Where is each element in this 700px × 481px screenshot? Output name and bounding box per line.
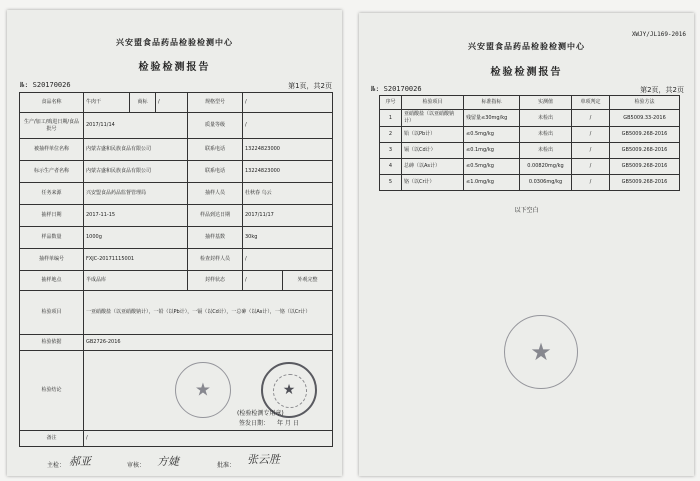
report-number: №: S20170026 <box>371 85 422 93</box>
org-name: 兴安盟食品药品检验检测中心 <box>468 42 585 51</box>
star-icon: ★ <box>194 379 212 401</box>
stamp-caption: (检验检测专用章) <box>237 410 284 417</box>
signature-approve: 张云胜 <box>247 453 280 466</box>
results-table <box>379 95 680 191</box>
org-name: 兴安盟食品药品检验检测中心 <box>116 38 233 47</box>
star-icon: ★ <box>282 382 296 398</box>
table-row: 被抽样单位名称 内蒙古盛和民族食品有限公司 联系电话 13224823000 <box>20 139 333 161</box>
report-number: №: S20170026 <box>20 81 71 89</box>
inspection-stamp-faint <box>504 315 578 389</box>
table-row: 抽样日期 2017-11-15 样品到达日期 2017/11/17 <box>20 205 333 227</box>
table-row: 抽样地点 半成品库 封样状态 / 外观完整 <box>20 271 333 291</box>
table-row: 检验依据 GB2726-2016 <box>20 335 333 351</box>
report-title: 检验检测报告 <box>138 62 211 73</box>
table-row: 5 铬（以Cr计） ≤1.0mg/kg 0.0306mg/kg / GB5009.268-2016 <box>380 175 680 191</box>
table-row: 3 镉（以Cd计） ≤0.1mg/kg 未检出 / GB5009.268-2016 <box>380 143 680 159</box>
page-label: 第2页，共2页 <box>640 86 684 94</box>
table-row: 1 亚硝酸盐（以亚硝酸钠计） 残留量≤30mg/kg 未检出 / GB5009.33-2016 <box>380 110 680 127</box>
table-row: 检验结论 <box>20 351 333 431</box>
table-row: 4 总砷（以As计） ≤0.5mg/kg 0.00820mg/kg / GB5009.268-2016 <box>380 159 680 175</box>
table-header-row: 序号 检验项目 标准指标 实测值 单项判定 检验方法 <box>380 96 680 110</box>
signature-review: 方婕 <box>157 455 179 468</box>
blank-below-note: 以下空白 <box>514 207 539 214</box>
table-row: 抽样单编号 FXJC-20171115001 检查封样人员 / <box>20 249 333 271</box>
form-code: XWJY/JL169-2016 <box>631 31 686 38</box>
star-icon: ★ <box>530 338 552 366</box>
table-row: 标示生产者名称 内蒙古盛和民族食品有限公司 联系电话 13224823000 <box>20 161 333 183</box>
table-row: 检验项目 一亚硝酸盐（以亚硝酸钠计），一铅（以Pb计），一镉（以Cd计），一总砷（以As计），一铬（以Cr计） <box>20 291 333 335</box>
issue-date: 年 月 日 <box>277 420 299 427</box>
report-page-1 <box>7 10 342 476</box>
report-title: 检验检测报告 <box>490 67 563 78</box>
signature-chief: 郝亚 <box>69 455 91 468</box>
table-row: 2 铅（以Pb计） ≤0.5mg/kg 未检出 / GB5009.268-2016 <box>380 127 680 143</box>
page-label: 第1页，共2页 <box>288 82 332 90</box>
signer-role-review: 审核： <box>127 462 146 469</box>
report-page-2 <box>359 13 694 476</box>
table-row: 任务来源 兴安盟食品药品监督管理局 抽样人员 杜秋春 乌云 <box>20 183 333 205</box>
table-row: 生产/加工/购进日期/食品批号 2017/11/14 质量等级 / <box>20 113 333 139</box>
signer-role-chief: 主检： <box>47 462 66 469</box>
inspection-stamp-faint <box>175 362 231 418</box>
issue-label: 签发日期： <box>239 420 270 427</box>
table-row: 备注 / <box>20 431 333 447</box>
table-row: 食品名称 牛肉干 商标 / 规格型号 / <box>20 93 333 113</box>
signer-role-approve: 批准： <box>217 462 236 469</box>
table-row: 样品数量 1000g 抽样基数 30kg <box>20 227 333 249</box>
